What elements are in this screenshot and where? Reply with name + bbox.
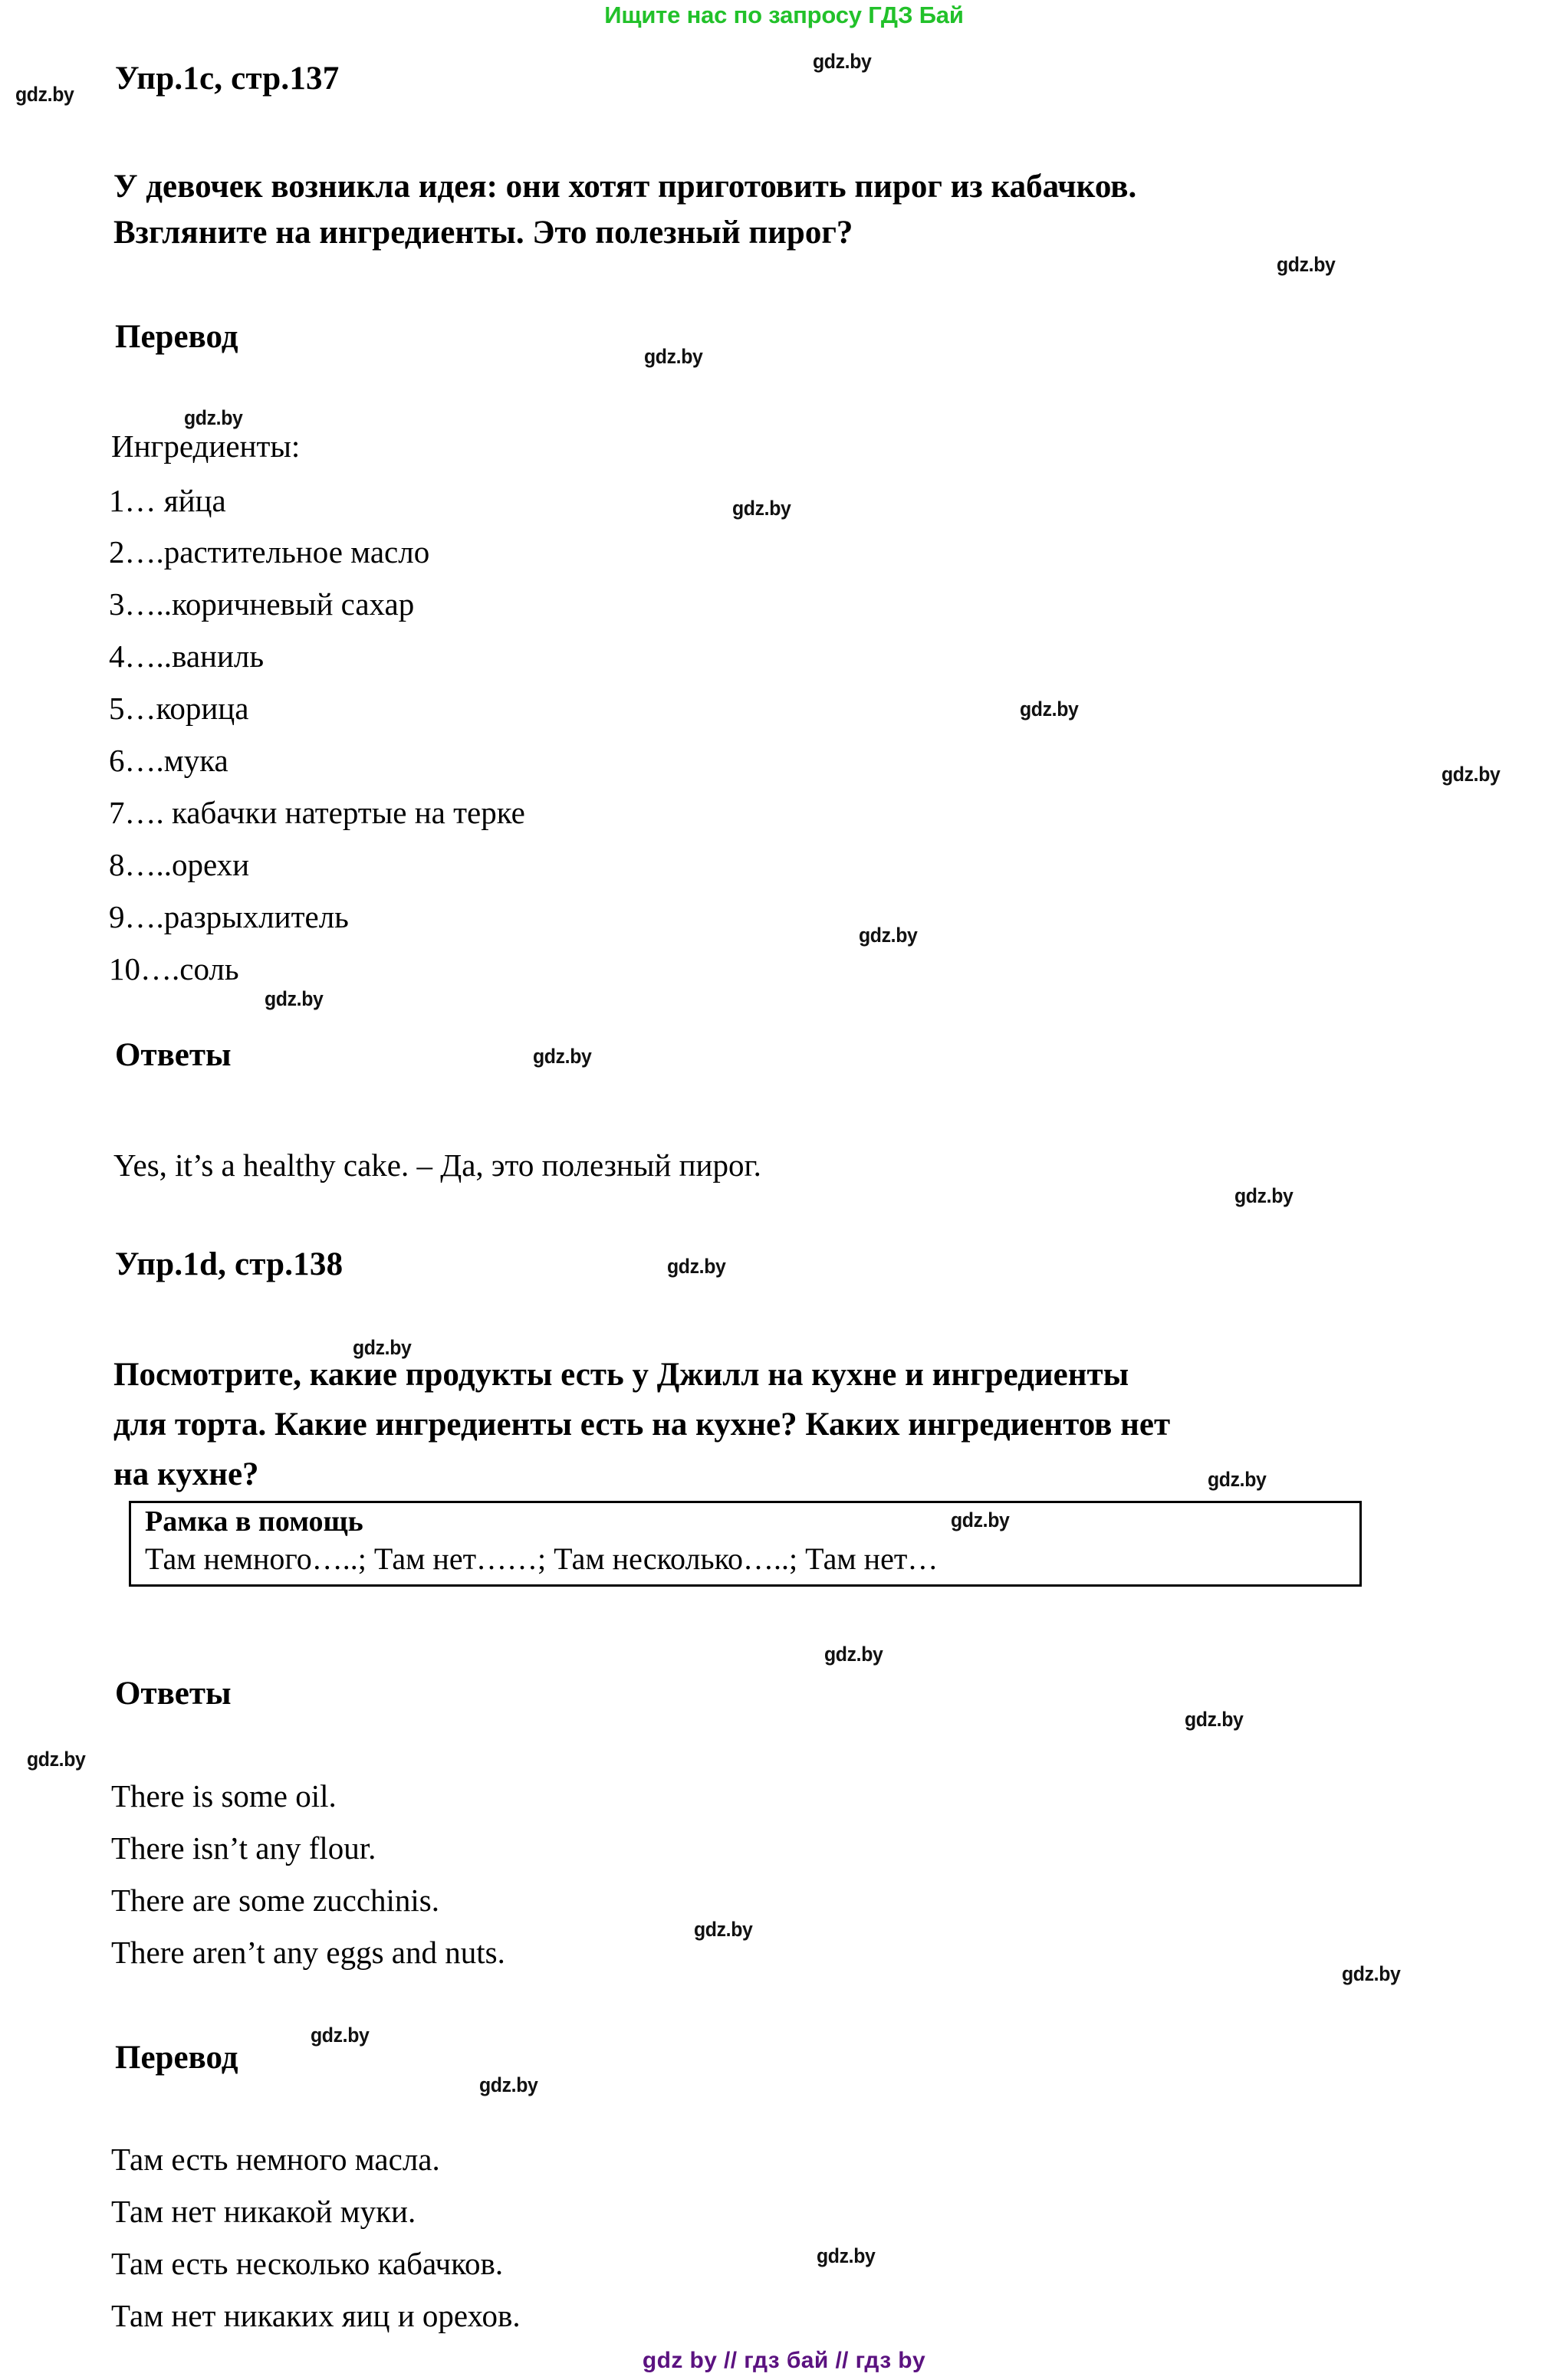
watermark-gdz: gdz.by [1342,1962,1401,1985]
watermark-gdz: gdz.by [1208,1468,1267,1491]
ingredient-item: 10….соль [109,951,239,986]
exercise-1c-task-line-1: У девочек возникла идея: они хотят приготовить пирог из кабачков. [113,169,1137,205]
exercise-1d-translation-label: Перевод [115,2040,238,2076]
watermark-gdz: gdz.by [1277,253,1336,276]
watermark-gdz: gdz.by [817,2244,876,2267]
promo-banner-bottom: gdz by // гдз бай // гдз by [642,2348,926,2373]
watermark-gdz: gdz.by [644,345,703,368]
exercise-1c-answer-text: Yes, it’s a healthy cake. – Да, это полезный пирог. [113,1147,761,1183]
ingredient-item: 3…..коричневый сахар [109,586,415,622]
watermark-gdz: gdz.by [1185,1708,1244,1731]
watermark-gdz: gdz.by [1441,763,1501,786]
watermark-gdz: gdz.by [533,1045,592,1068]
exercise-1d-task-line-3: на кухне? [113,1456,259,1492]
ingredients-title: Ингредиенты: [111,428,301,464]
watermark-gdz: gdz.by [1020,698,1079,721]
exercise-1d-task-line-2: для торта. Какие ингредиенты есть на кухне? Каких ингредиентов нет [113,1407,1171,1443]
watermark-gdz: gdz.by [27,1748,86,1771]
exercise-1d-answer-line: There is some oil. [111,1778,337,1814]
watermark-gdz: gdz.by [479,2073,538,2096]
watermark-gdz: gdz.by [265,987,324,1010]
ingredient-item: 8…..орехи [109,847,250,882]
ingredient-item: 9….разрыхлитель [109,899,349,934]
ingredient-item: 1… яйца [109,483,226,518]
exercise-1c-heading: Упр.1c, стр.137 [115,61,340,97]
helper-box [129,1501,1362,1587]
exercise-1d-translation-line: Там есть немного масла. [111,2142,440,2177]
watermark-gdz: gdz.by [951,1508,1010,1531]
exercise-1d-answer-line: There aren’t any eggs and nuts. [111,1935,505,1970]
watermark-gdz: gdz.by [353,1336,412,1359]
promo-banner-top: Ищите нас по запросу ГДЗ Бай [604,2,964,28]
helper-box-title: Рамка в помощь [145,1505,363,1538]
exercise-1d-answer-line: There are some zucchinis. [111,1883,440,1918]
watermark-gdz: gdz.by [824,1643,883,1666]
watermark-gdz: gdz.by [859,924,918,947]
exercise-1d-translation-line: Там нет никаких яиц и орехов. [111,2298,521,2333]
exercise-1d-translation-line: Там нет никакой муки. [111,2194,416,2229]
exercise-1d-answers-label: Ответы [115,1676,232,1712]
watermark-gdz: gdz.by [15,83,74,106]
ingredient-item: 2….растительное масло [109,534,430,570]
watermark-gdz: gdz.by [311,2024,370,2047]
watermark-gdz: gdz.by [813,50,872,73]
exercise-1d-heading: Упр.1d, стр.138 [115,1246,344,1282]
ingredient-item: 6….мука [109,743,228,778]
watermark-gdz: gdz.by [667,1255,726,1278]
helper-box-content: Там немного…..; Там нет……; Там несколько…..; Там нет… [145,1541,938,1576]
exercise-1d-translation-line: Там есть несколько кабачков. [111,2246,504,2281]
ingredient-item: 4…..ваниль [109,638,265,674]
watermark-gdz: gdz.by [184,406,243,429]
exercise-1c-answers-label: Ответы [115,1037,232,1073]
watermark-gdz: gdz.by [732,497,791,520]
watermark-gdz: gdz.by [1234,1184,1294,1207]
exercise-1c-translation-label: Перевод [115,319,238,355]
watermark-gdz: gdz.by [694,1918,753,1941]
ingredient-item: 7…. кабачки натертые на терке [109,795,525,830]
ingredient-item: 5…корица [109,691,249,726]
exercise-1d-task-line-1: Посмотрите, какие продукты есть у Джилл на кухне и ингредиенты [113,1357,1129,1393]
exercise-1c-task-line-2: Взгляните на ингредиенты. Это полезный пирог? [113,215,853,251]
exercise-1d-answer-line: There isn’t any flour. [111,1830,376,1866]
